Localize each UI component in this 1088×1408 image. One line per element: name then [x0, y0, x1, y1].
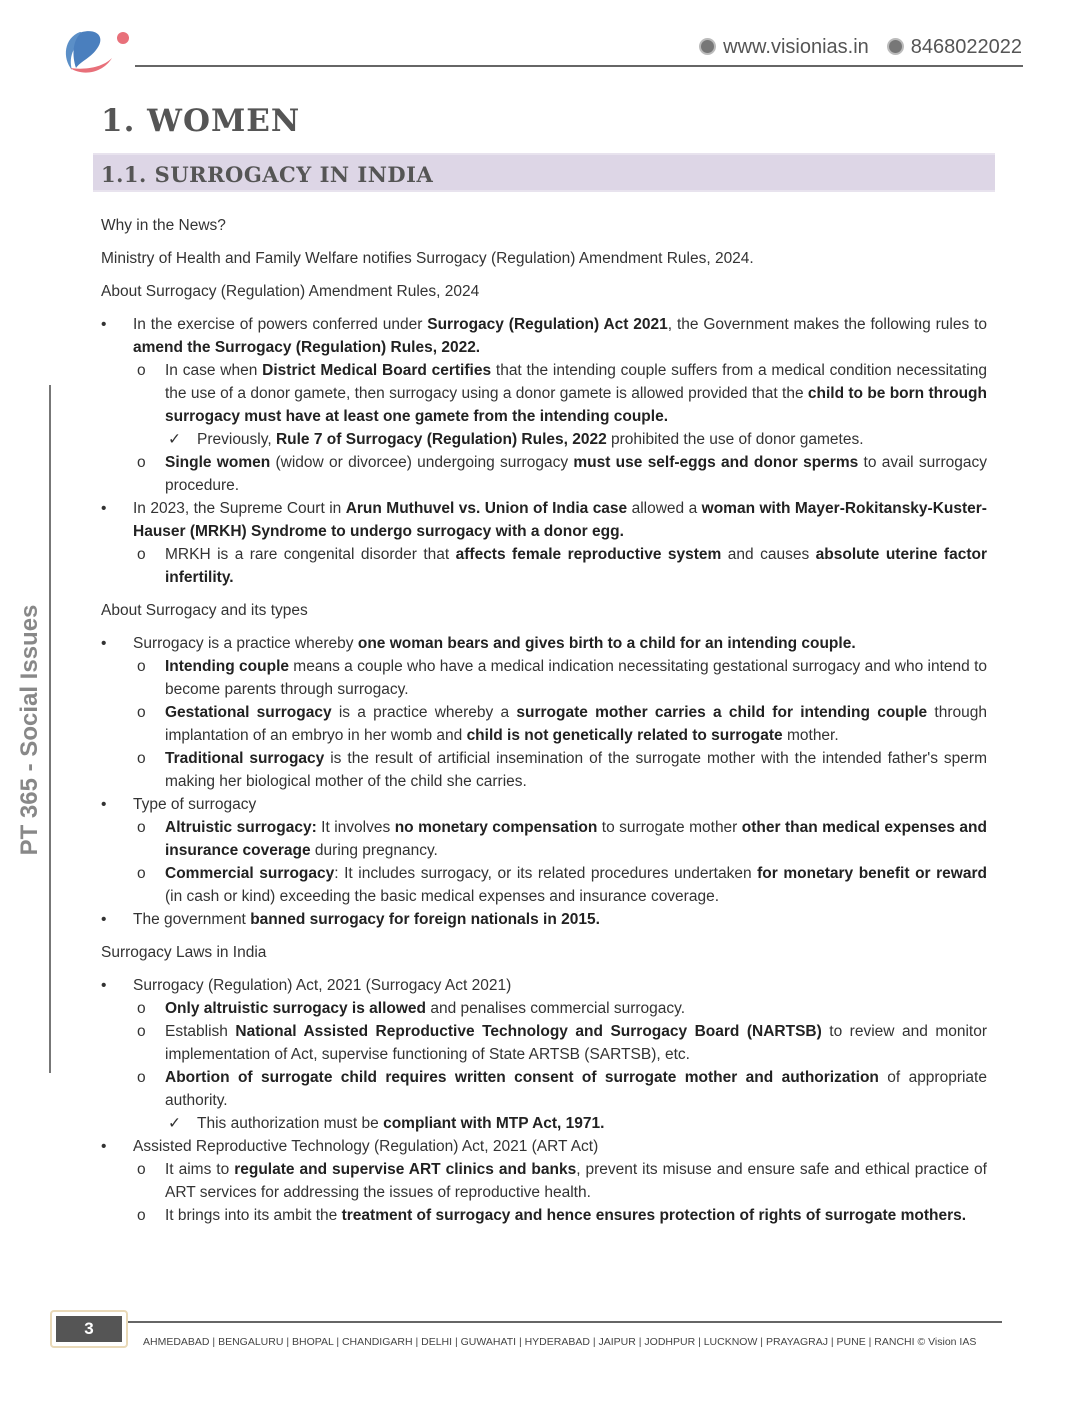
text: of appropriate authority.: [165, 1069, 987, 1109]
text: It involves: [316, 819, 395, 836]
bold-text: Intending couple: [165, 658, 289, 675]
subheading: [101, 941, 987, 964]
list-item: [101, 451, 987, 497]
bold-text: Rule 7 of Surrogacy (Regulation) Rules, 2022: [275, 431, 607, 448]
text: Establish: [165, 1023, 236, 1040]
bullet-icon: •: [101, 796, 107, 813]
bold-text: District Medical Board certifies: [262, 362, 492, 379]
text: Surrogacy is a practice whereby: [133, 635, 358, 652]
list-item: [101, 632, 987, 655]
text: (in cash or kind) exceeding the basic medical expenses and insurance coverage.: [165, 888, 720, 905]
bold-text: regulate and supervise ART clinics and banks: [234, 1161, 577, 1178]
list-item: [101, 1020, 987, 1066]
section-title: 1.1. SURROGACY IN INDIA: [101, 162, 434, 187]
list-item: [101, 701, 987, 747]
bold-text: must use self-eggs and donor sperms: [573, 454, 859, 471]
bullet-icon: •: [101, 635, 107, 652]
list-item: [101, 655, 987, 701]
side-divider: [49, 385, 51, 1073]
text: Previously,: [197, 431, 276, 448]
bullet-icon: o: [137, 1069, 146, 1086]
bold-text: treatment of surrogacy and hence ensures protection of rights of surrogate mothers.: [341, 1207, 967, 1224]
text: that the intending couple suffers from a medical condition necessitating the use of a donor gamete, then surrogacy using a donor gamete is allowed provided that the: [165, 362, 987, 402]
bold-text: Altruistic surrogacy:: [165, 819, 317, 836]
text: to surrogate mother: [597, 819, 742, 836]
side-title: PT 365 - Social Issues: [16, 604, 43, 856]
phone-icon: [887, 38, 904, 55]
text: , prevent its misuse and ensure safe and ethical practice of ART services for addressing the issues of reproductive health.: [165, 1161, 987, 1201]
text: In 2023, the Supreme Court in: [133, 500, 346, 517]
bold-text: for monetary benefit or reward: [757, 865, 987, 882]
text: during pregnancy.: [310, 842, 438, 859]
list-item: [101, 543, 987, 589]
footer-cities: AHMEDABAD | BENGALURU | BHOPAL | CHANDIGARH | DELHI | GUWAHATI | HYDERABAD | JAIPUR | JODHPUR | LUCKNOW | PRAYAGRAJ | PUNE | RANCHI © Vision IAS: [143, 1336, 977, 1348]
subheading: [101, 214, 987, 237]
website-link[interactable]: [699, 36, 869, 59]
bullet-icon: •: [101, 1138, 107, 1155]
list-item: [101, 313, 987, 359]
list-item: [101, 359, 987, 428]
vision-ias-logo: [62, 28, 132, 78]
bullet-icon: •: [101, 316, 107, 333]
text: prohibited the use of donor gametes.: [606, 431, 864, 448]
text: Ministry of Health and Family Welfare notifies Surrogacy (Regulation) Amendment Rules, 2024.: [101, 250, 754, 267]
bullet-icon: o: [137, 658, 146, 675]
bullet-icon: o: [137, 546, 146, 563]
list-item: [101, 908, 987, 931]
list-item: [101, 862, 987, 908]
chapter-title: 1. WOMEN: [101, 103, 301, 139]
text: , the Government makes the following rules to: [667, 316, 988, 333]
text: and penalises commercial surrogacy.: [426, 1000, 686, 1017]
bold-text: child is not genetically related to surrogate: [466, 727, 783, 744]
page-number-box: [50, 1310, 128, 1348]
bold-text: affects female reproductive system: [455, 546, 722, 563]
bold-text: absolute uterine factor infertility.: [165, 546, 987, 586]
subheading: [101, 599, 987, 622]
text: mother.: [782, 727, 839, 744]
text: It brings into its ambit the: [165, 1207, 342, 1224]
text: It aims to: [165, 1161, 235, 1178]
text: : It includes surrogacy, or its related procedures undertaken: [334, 865, 758, 882]
text: This authorization must be: [197, 1115, 384, 1132]
phone-text: 8468022022: [910, 36, 1022, 58]
text: Assisted Reproductive Technology (Regulation) Act, 2021 (ART Act): [133, 1138, 599, 1155]
bold-text: Traditional surrogacy: [165, 750, 325, 767]
text: to review and monitor implementation of Act, supervise functioning of State ARTSB (SARTSB), etc.: [165, 1023, 987, 1063]
text: In the exercise of powers conferred under: [133, 316, 428, 333]
text: means a couple who have a medical indication necessitating gestational surrogacy and who intend to become parents through surrogacy.: [165, 658, 987, 698]
bold-text: banned surrogacy for foreign nationals in 2015.: [250, 911, 600, 928]
bold-text: one woman bears and gives birth to a child for an intending couple.: [357, 635, 856, 652]
bold-text: Gestational surrogacy: [165, 704, 332, 721]
bold-text: to undergo surrogacy with a donor egg.: [326, 523, 624, 540]
bold-text: National Assisted Reproductive Technology and Surrogacy Board (NARTSB): [235, 1023, 822, 1040]
bold-text: Surrogacy (Regulation) Act 2021: [427, 316, 668, 333]
document-body: [101, 204, 987, 1227]
bullet-icon: o: [137, 819, 146, 836]
list-item: [101, 974, 987, 997]
website-text: www.visionias.in: [723, 36, 869, 58]
bold-text: other than medical expenses and insurance coverage: [165, 819, 987, 859]
header-divider: [135, 65, 1023, 67]
list-item: [101, 1135, 987, 1158]
checkmark-icon: ✓: [168, 431, 181, 448]
bold-text: woman with Mayer-Rokitansky-Kuster-Hauser (MRKH) Syndrome: [133, 500, 987, 540]
list-item: [101, 747, 987, 793]
bold-text: Arun Muthuvel vs. Union of India case: [345, 500, 628, 517]
bullet-icon: o: [137, 750, 146, 767]
list-item: [101, 1066, 987, 1112]
footer-divider: [128, 1321, 1002, 1323]
checkmark-icon: ✓: [168, 1115, 181, 1132]
bold-text: child to be born through surrogacy must have at least one gamete from the intending couple.: [165, 385, 987, 425]
text: The government: [133, 911, 251, 928]
bullet-icon: •: [101, 500, 107, 517]
header-contact: [699, 36, 1022, 59]
bullet-icon: o: [137, 1161, 146, 1178]
bold-text: Abortion of surrogate child requires written consent of surrogate mother and authorization: [165, 1069, 879, 1086]
bullet-icon: o: [137, 1023, 146, 1040]
text: is a practice whereby a: [331, 704, 517, 721]
bullet-icon: o: [137, 1207, 146, 1224]
section-header: [93, 153, 995, 192]
bullet-icon: o: [137, 362, 146, 379]
list-item: [101, 793, 987, 816]
list-item: [101, 428, 987, 451]
bullet-icon: •: [101, 977, 107, 994]
list-item: [101, 1112, 987, 1135]
bullet-icon: •: [101, 911, 107, 928]
bold-text: compliant with MTP Act, 1971.: [383, 1115, 605, 1132]
bold-text: no monetary compensation: [394, 819, 598, 836]
globe-icon: [699, 38, 716, 55]
text: Why in the News?: [101, 217, 226, 234]
text: Surrogacy (Regulation) Act, 2021 (Surrogacy Act 2021): [133, 977, 512, 994]
bold-text: Commercial surrogacy: [165, 865, 335, 882]
text: through implantation of an embryo in her womb and: [165, 704, 987, 744]
paragraph: [101, 247, 987, 270]
bullet-icon: o: [137, 454, 146, 471]
text: In case when: [165, 362, 263, 379]
list-item: [101, 1158, 987, 1204]
bullet-icon: o: [137, 865, 146, 882]
list-item: [101, 997, 987, 1020]
text: (widow or divorcee) undergoing surrogacy: [270, 454, 574, 471]
text: About Surrogacy (Regulation) Amendment Rules, 2024: [101, 283, 480, 300]
list-item: [101, 1204, 987, 1227]
text: Surrogacy Laws in India: [101, 944, 267, 961]
bold-text: Only altruistic surrogacy is allowed: [165, 1000, 427, 1017]
bold-text: Single women: [165, 454, 271, 471]
text: to avail surrogacy procedure.: [165, 454, 987, 494]
text: allowed a: [627, 500, 702, 517]
text: MRKH is a rare congenital disorder that: [165, 546, 456, 563]
text: and causes: [721, 546, 816, 563]
text: is the result of artificial insemination of the surrogate mother with the intended father's sperm making her biological mother of the child she carries.: [165, 750, 987, 790]
list-item: [101, 816, 987, 862]
bold-text: surrogate mother carries a child for intending couple: [516, 704, 928, 721]
bullet-icon: o: [137, 1000, 146, 1017]
bullet-icon: o: [137, 704, 146, 721]
text: Type of surrogacy: [133, 796, 257, 813]
text: About Surrogacy and its types: [101, 602, 308, 619]
bold-text: amend the Surrogacy (Regulation) Rules, 2022.: [133, 339, 481, 356]
page-number: 3: [56, 1316, 122, 1342]
list-item: [101, 497, 987, 543]
subheading: [101, 280, 987, 303]
phone-number: [887, 36, 1022, 59]
